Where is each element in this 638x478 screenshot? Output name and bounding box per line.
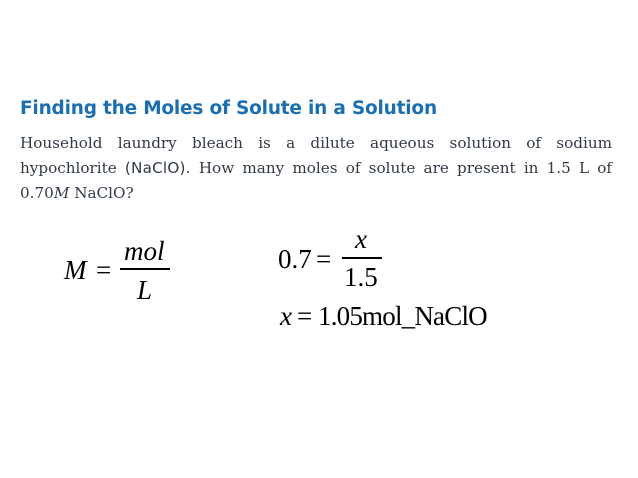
equation-denominator: 1.5 [344,262,378,292]
formula-lhs-M: M [64,255,87,285]
section-heading: Finding the Moles of Solute in a Solution [20,98,437,119]
formula-denominator-L: L [137,275,153,305]
problem-unit-molarity: M [53,184,70,202]
problem-text-part3: NaClO? [69,184,134,202]
problem-statement [20,131,612,206]
problem-text-part2: How many moles of solute are present in 1.5 L of 0.70 [20,159,612,202]
result-equals: = [297,301,313,331]
result-var-x: x [280,301,292,331]
problem-formula: (NaClO). [124,159,191,177]
equation-numerator-x: x [355,224,367,254]
equation-fraction-bar [342,257,382,259]
formula-fraction-bar [120,268,170,270]
formula-numerator-mol: mol [124,236,165,266]
problem-text-part1: Household laundry bleach is a dilute aqueous solution of sodium hypochlorite [20,134,612,177]
equation-equals: = [316,244,332,274]
result-value: 1.05mol_NaClO [318,301,487,331]
formula-equals: = [96,255,112,285]
equation-lhs-value: 0.7 [278,244,312,274]
